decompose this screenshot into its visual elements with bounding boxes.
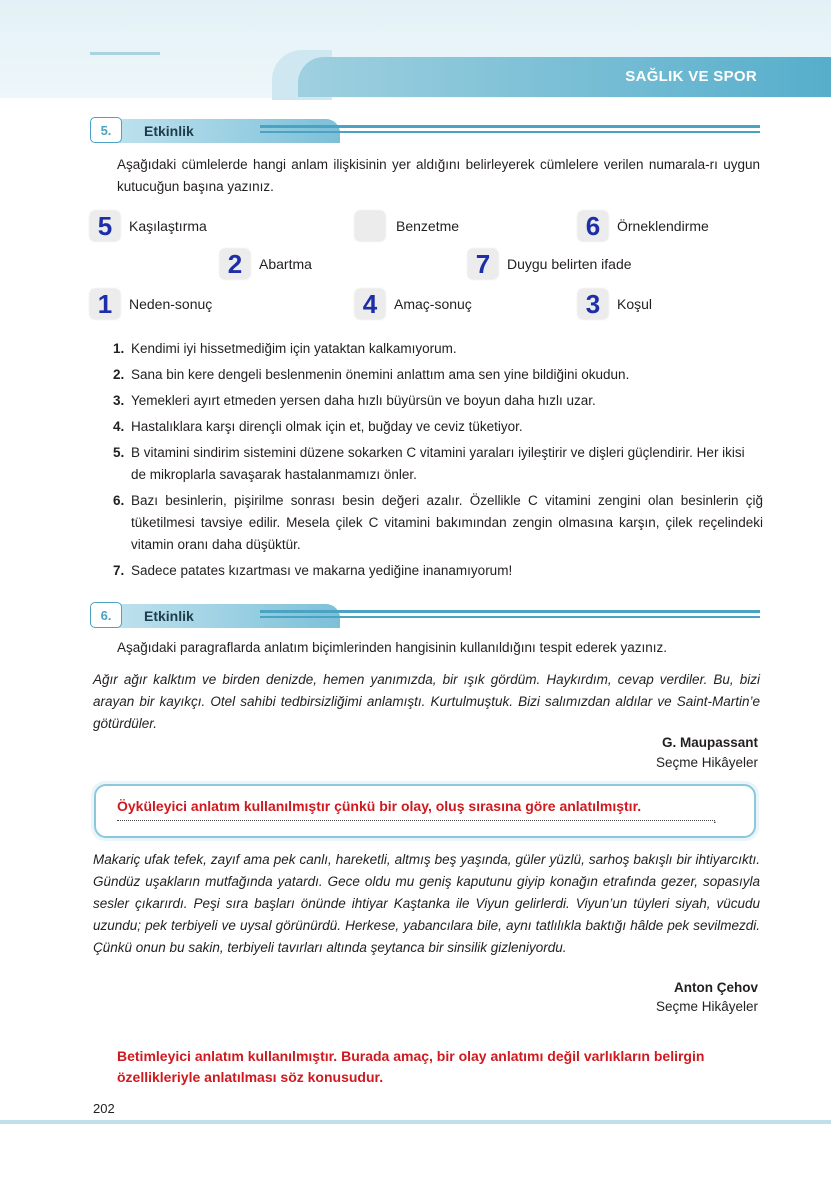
option-label: Neden-sonuç — [129, 296, 213, 312]
activity5-rule-2 — [260, 131, 760, 133]
option-kosul — [578, 287, 652, 321]
list-item: 7. Sadece patates kızartması ve makarna yediğine inanamıyorum! — [113, 563, 513, 578]
page-number: 202 — [93, 1101, 115, 1116]
passage2-book: Seçme Hikâyeler — [655, 999, 758, 1014]
option-label: Kaşılaştırma — [129, 218, 207, 234]
header-decoration — [90, 52, 160, 55]
answer-box[interactable] — [355, 211, 385, 241]
option-duygu — [468, 247, 632, 281]
list-item: 4. Hastalıklara karşı dirençli olmak için et, buğday ve ceviz tüketiyor. — [113, 419, 523, 434]
option-label: Benzetme — [396, 218, 460, 234]
option-label: Koşul — [617, 296, 653, 312]
passage1-text: Ağır ağır kalktım ve birden denizde, hemen yanımızda, bir ışık gördüm. Haykırdım, cevap verdiler. Bu, bizi arayan bir kayıkçı. Otel sahibi tedbirsizliğimi anlamıştı. Kurtulmuştuk. Bizi salımızdan aldılar ve Saint-Martin’e götürdüler. — [93, 672, 760, 731]
option-abartma — [220, 247, 312, 281]
option-label: Abartma — [259, 256, 312, 272]
answer-box[interactable]: 7 — [468, 249, 498, 279]
list-item: 1. Kendimi iyi hissetmediğim için yataktan kalkamıyorum. — [113, 341, 457, 356]
list-item: 5. B vitamini sindirim sistemini düzene sokarken C vitamini yaraları iyileştirir ve dişleri güçlendirir. Her ikisi de mikroplarla savaşarak hastalanmamızı önler. — [113, 445, 745, 482]
passage2-answer: Betimleyici anlatım kullanılmıştır. Burada amaç, bir olay anlatımı değil varlıkların belirgin özellikleriyle anlatılması söz konusudur. — [117, 1048, 705, 1085]
activity5-header — [90, 117, 760, 143]
section-title: SAĞLIK VE SPOR — [625, 68, 757, 85]
passage1-answer: Öyküleyici anlatım kullanılmıştır çünkü bir olay, oluş sırasına göre anlatılmıştır. — [117, 798, 642, 814]
answer-box[interactable]: 5 — [90, 211, 120, 241]
activity5-number: 5. — [90, 117, 122, 143]
answer-box[interactable]: 2 — [220, 249, 250, 279]
activity6-number: 6. — [90, 602, 122, 628]
option-label: Duygu belirten ifade — [507, 256, 632, 272]
answer-box[interactable]: 3 — [578, 289, 608, 319]
answer-box[interactable]: 6 — [578, 211, 608, 241]
option-label: Örneklendirme — [617, 218, 709, 234]
activity6-instruction: Aşağıdaki paragraflarda anlatım biçimlerinden hangisinin kullanıldığını tespit ederek yazınız. — [117, 640, 668, 655]
option-amac-sonuc — [355, 287, 472, 321]
passage1-author: G. Maupassant — [661, 735, 758, 750]
passage1-book: Seçme Hikâyeler — [655, 755, 758, 770]
activity6-header — [90, 602, 760, 628]
passage2-text: Makariç ufak tefek, zayıf ama pek canlı, hareketli, altmış beş yaşında, güler yüzlü, sarhoş bakışlı bir ihtiyarcıktı. Gündüz uşakların mutfağında yatardı. Gece oldu mu geniş kaputunu giyip konağın etrafında gezer, sopasıyla sesler çıkarırdı. Peşi sıra başları önünde ihtiyar Kaştanka ile Viyun gelirlerdi. Viyun’un tüyleri siyah, vücudu uzundu; pek terbiyeli ve uysal görünürdü. Herkese, yabancılara bile, aynı tatlılıkla baktığı hâlde pek sevilmezdi. Çünkü onun bu sakin, terbiyeli tavırları altında şeytanca bir sinsilik gizleniyordu. — [93, 852, 760, 955]
option-neden-sonuc — [90, 287, 212, 321]
option-benzetme — [355, 209, 459, 243]
bottom-rule — [0, 1120, 831, 1124]
activity5-label: Etkinlik — [112, 119, 340, 143]
passage2-author: Anton Çehov — [674, 980, 758, 995]
activity6-label: Etkinlik — [112, 604, 340, 628]
answer-dotted-line — [117, 820, 715, 821]
answer-period: . — [713, 811, 717, 826]
activity5-sentences — [113, 338, 763, 586]
activity5-instruction: Aşağıdaki cümlelerde hangi anlam ilişkisinin yer aldığını belirleyerek cümlelere verilen numarala-rı uygun kutucuğun başına yazınız. — [117, 157, 760, 194]
activity5-rule — [260, 125, 760, 128]
list-item: 2. Sana bin kere dengeli beslenmenin önemini anlattım ama sen yine bildiğini okudun. — [113, 367, 630, 382]
answer-box[interactable]: 1 — [90, 289, 120, 319]
activity6-rule-2 — [260, 616, 760, 618]
list-item: 3. Yemekleri ayırt etmeden yersen daha hızlı büyürsün ve boyun daha hızlı uzar. — [113, 393, 596, 408]
option-orneklendirme — [578, 209, 709, 243]
option-label: Amaç-sonuç — [394, 296, 472, 312]
list-item: 6. Bazı besinlerin, pişirilme sonrası besin değeri azalır. Özellikle C vitamini zengini olan besinlerin çiğ tüketilmesi tavsiye edilir. Mesela çilek C vitamini bakımından zengin olmasına karşın, çilek reçelindeki vitamin oranı daha düşüktür. — [113, 493, 763, 552]
option-karsilastirma — [90, 209, 207, 243]
answer-box[interactable]: 4 — [355, 289, 385, 319]
activity6-rule — [260, 610, 760, 613]
